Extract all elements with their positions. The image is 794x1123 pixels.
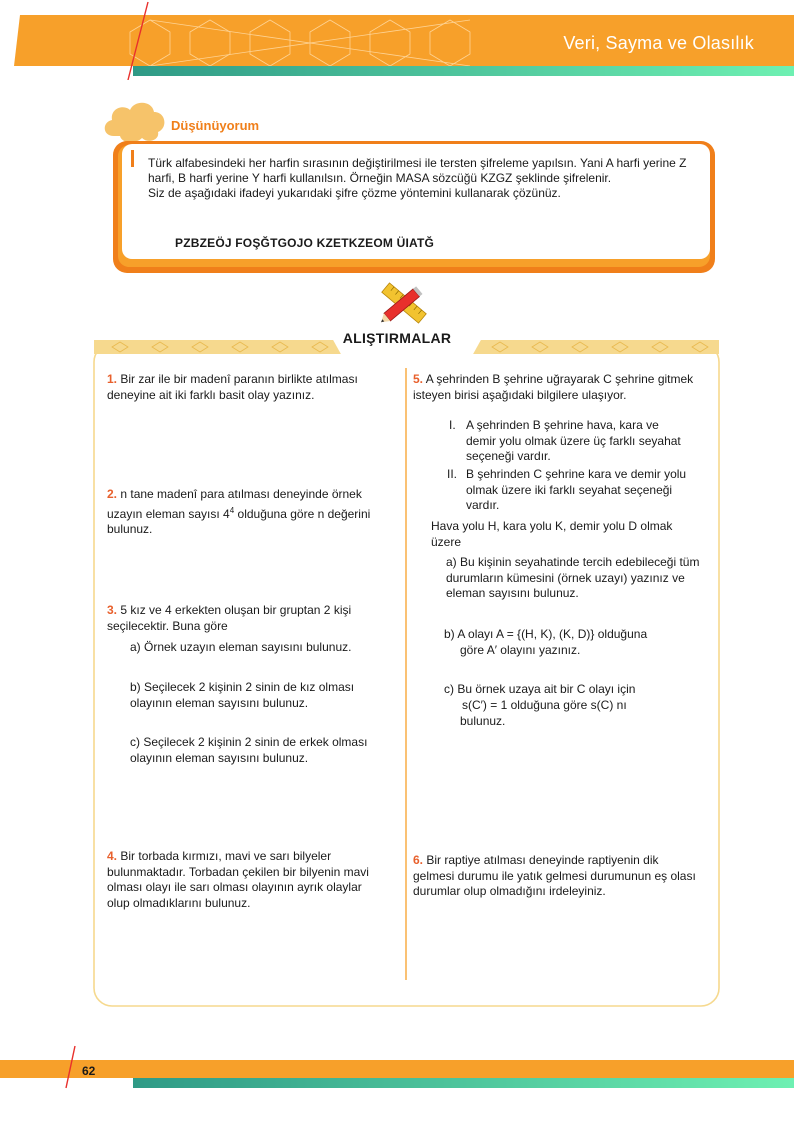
question-number: 3. xyxy=(107,603,118,617)
question-3 xyxy=(107,603,397,634)
question-number: 4. xyxy=(107,849,118,863)
question-3a: a) Örnek uzayın eleman sayısını bulunuz. xyxy=(130,640,352,654)
question-5-item-1: A şehrinden B şehrine hava, kara ve demir yolu olmak üzere üç farklı seyahat seçeneği vardır. xyxy=(466,418,681,463)
pencil-ruler-icon xyxy=(376,277,432,329)
think-instruction: Siz de aşağıdaki ifadeyi yukarıdaki şifre çözme yöntemini kullanarak çözünüz. xyxy=(148,186,561,200)
think-title: Düşünüyorum xyxy=(171,118,260,133)
cipher-text: PZBZEÖJ FOŞĞTGOJO KZETKZEOM ÜIATĞ xyxy=(175,236,435,250)
question-number: 5. xyxy=(413,372,424,386)
question-text-cont: olduğuna göre n değerini bulunuz. xyxy=(107,506,371,536)
question-4 xyxy=(107,849,377,911)
question-5-note: Hava yolu H, kara yolu K, demir yolu D olmak üzere xyxy=(431,519,673,549)
question-number: 6. xyxy=(413,853,424,867)
question-text: 5 kız ve 4 erkekten oluşan bir gruptan 2 kişi seçilecektir. Buna göre xyxy=(107,603,352,633)
exercises-title: ALIŞTIRMALAR xyxy=(342,330,452,346)
exponent: 4 xyxy=(229,505,235,515)
question-5b-line1: b) A olayı A = {(H, K), (K, D)} olduğuna xyxy=(444,627,648,641)
question-5b-line2: göre A′ olayını yazınız. xyxy=(460,643,581,657)
question-text: Bir raptiye atılması deneyinde raptiyenin dik gelmesi durumu ile yatık gelmesi durumunun eş olası durumlar olup olmadığını irdeleyiniz. xyxy=(413,853,696,898)
question-5-item-2: B şehrinden C şehrine kara ve demir yolu olmak üzere iki farklı seyahat seçeneği vardır. xyxy=(466,467,687,512)
footer-band xyxy=(0,1040,794,1123)
question-5c-line3: bulunuz. xyxy=(460,714,506,728)
think-text xyxy=(148,156,703,201)
question-text: Bir torbada kırmızı, mavi ve sarı bilyeler bulunmaktadır. Torbadan çekilen bir bilyenin mavi olması olayı ile sarı olması olayının ayrık olaylar olup olmadıklarını bulunuz. xyxy=(107,849,369,910)
question-5 xyxy=(413,372,703,403)
think-paragraph: Türk alfabesindeki her harfin sırasının değiştirilmesi ile tersten şifreleme yapılsın. Yani A harfi yerine Z harfi, B harfi yerine Y harfi kullanılsın. Örneğin MASA sözcüğü KZGZ şeklinde şifrelenir. xyxy=(148,156,687,185)
question-text: n tane madenî para atılması deneyinde örnek uzayın eleman sayısı 4 xyxy=(107,487,362,521)
question-5a: a) Bu kişinin seyahatinde tercih edebileceği tüm durumların kümesini (örnek uzayı) yazınız ve eleman sayısını bulunuz. xyxy=(446,555,700,600)
question-1 xyxy=(107,372,397,403)
question-6 xyxy=(413,853,703,900)
question-text: A şehrinden B şehrine uğrayarak C şehrine gitmek isteyen birisi aşağıdaki bilgilere ulaşıyor. xyxy=(413,372,694,402)
question-text: Bir zar ile bir madenî paranın birlikte atılması deneyine ait iki farklı basit olay yazınız. xyxy=(107,372,358,402)
question-5-item-2-num: II. xyxy=(447,467,458,481)
question-3b: b) Seçilecek 2 kişinin 2 sinin de kız olması olayının eleman sayısını bulunuz. xyxy=(130,680,355,710)
chapter-title: Veri, Sayma ve Olasılık xyxy=(563,33,754,53)
question-number: 1. xyxy=(107,372,118,386)
question-5c-line1: c) Bu örnek uzaya ait bir C olayı için xyxy=(444,682,636,696)
page-number: 62 xyxy=(82,1064,96,1078)
question-5-item-1-num: I. xyxy=(449,418,456,432)
question-number: 2. xyxy=(107,487,118,501)
question-3c: c) Seçilecek 2 kişinin 2 sinin de erkek olması olayının eleman sayısını bulunuz. xyxy=(130,735,368,765)
question-2 xyxy=(107,487,397,538)
question-5c-line2: s(C′) = 1 olduğuna göre s(C) nı xyxy=(462,698,627,712)
